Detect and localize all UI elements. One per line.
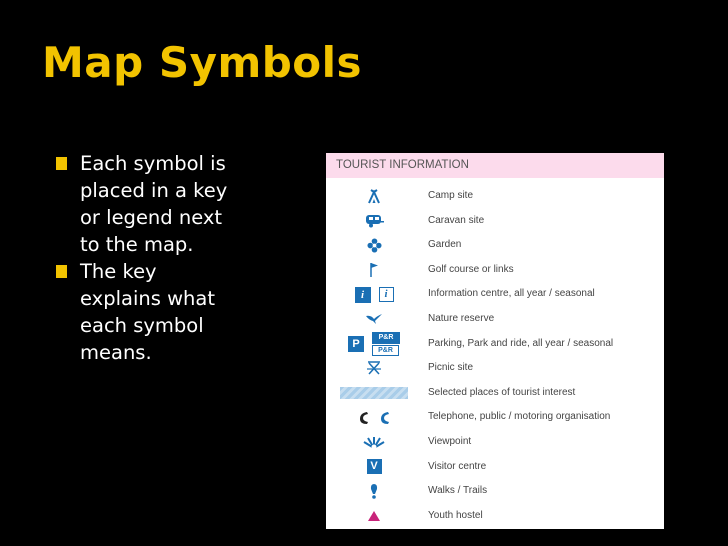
legend-row — [326, 258, 664, 283]
map-legend-image — [326, 153, 664, 529]
visitor-centre-icon: V — [367, 459, 382, 474]
legend-row — [326, 209, 664, 234]
golf-flag-icon — [368, 262, 380, 278]
caravan-icon — [364, 214, 384, 228]
legend-label: Youth hostel — [428, 509, 483, 521]
legend-row — [326, 479, 664, 504]
legend-row — [326, 381, 664, 406]
legend-label: Walks / Trails — [428, 485, 488, 497]
legend-heading: TOURIST INFORMATION — [326, 153, 664, 178]
parking-icon: P — [348, 336, 364, 352]
bullet-square-icon — [56, 157, 67, 170]
camp-site-icon — [366, 188, 382, 204]
viewpoint-icon — [363, 435, 385, 449]
legend-label: Caravan site — [428, 214, 485, 226]
information-icon: i — [355, 287, 371, 303]
legend-row — [326, 504, 664, 529]
garden-flower-icon — [367, 238, 382, 253]
bullet-item — [54, 150, 234, 258]
bullet-square-icon — [56, 265, 67, 278]
legend-label: Viewpoint — [428, 435, 472, 447]
legend-row — [326, 233, 664, 258]
legend-row — [326, 356, 664, 381]
legend-label: Telephone, public / motoring organisation — [428, 411, 611, 423]
legend-label: Parking, Park and ride, all year / seasonal — [428, 337, 614, 349]
legend-row — [326, 332, 664, 357]
bullet-text: The key explains what each symbol means. — [80, 260, 215, 364]
park-and-ride-icon: P&R — [372, 332, 400, 344]
slide-title: Map Symbols — [42, 38, 363, 87]
picnic-table-icon — [366, 361, 382, 375]
legend-label: Golf course or links — [428, 263, 514, 275]
legend-row — [326, 430, 664, 455]
information-seasonal-icon: i — [379, 287, 394, 302]
bullet-text: Each symbol is placed in a key or legend next to the map. — [80, 152, 228, 256]
legend-label: Camp site — [428, 190, 474, 201]
legend-label: Selected places of tourist interest — [428, 386, 576, 398]
telephone-motoring-icon — [378, 411, 391, 425]
legend-row — [326, 455, 664, 480]
bullet-item — [54, 258, 234, 366]
park-and-ride-seasonal-icon: P&R — [372, 345, 399, 356]
legend-label: Nature reserve — [428, 312, 495, 324]
tourist-interest-swatch — [340, 387, 408, 399]
legend-label: Garden — [428, 239, 462, 251]
walks-icon — [369, 483, 379, 499]
legend-row — [326, 405, 664, 430]
bullet-list — [54, 150, 234, 366]
legend-row — [326, 184, 664, 209]
legend-label: Information centre, all year / seasonal — [428, 288, 595, 300]
legend-label: Visitor centre — [428, 460, 487, 472]
legend-row — [326, 307, 664, 332]
bird-icon — [365, 313, 383, 325]
telephone-public-icon — [357, 411, 370, 425]
legend-row — [326, 282, 664, 307]
legend-label: Picnic site — [428, 362, 474, 374]
youth-hostel-icon — [367, 510, 381, 522]
